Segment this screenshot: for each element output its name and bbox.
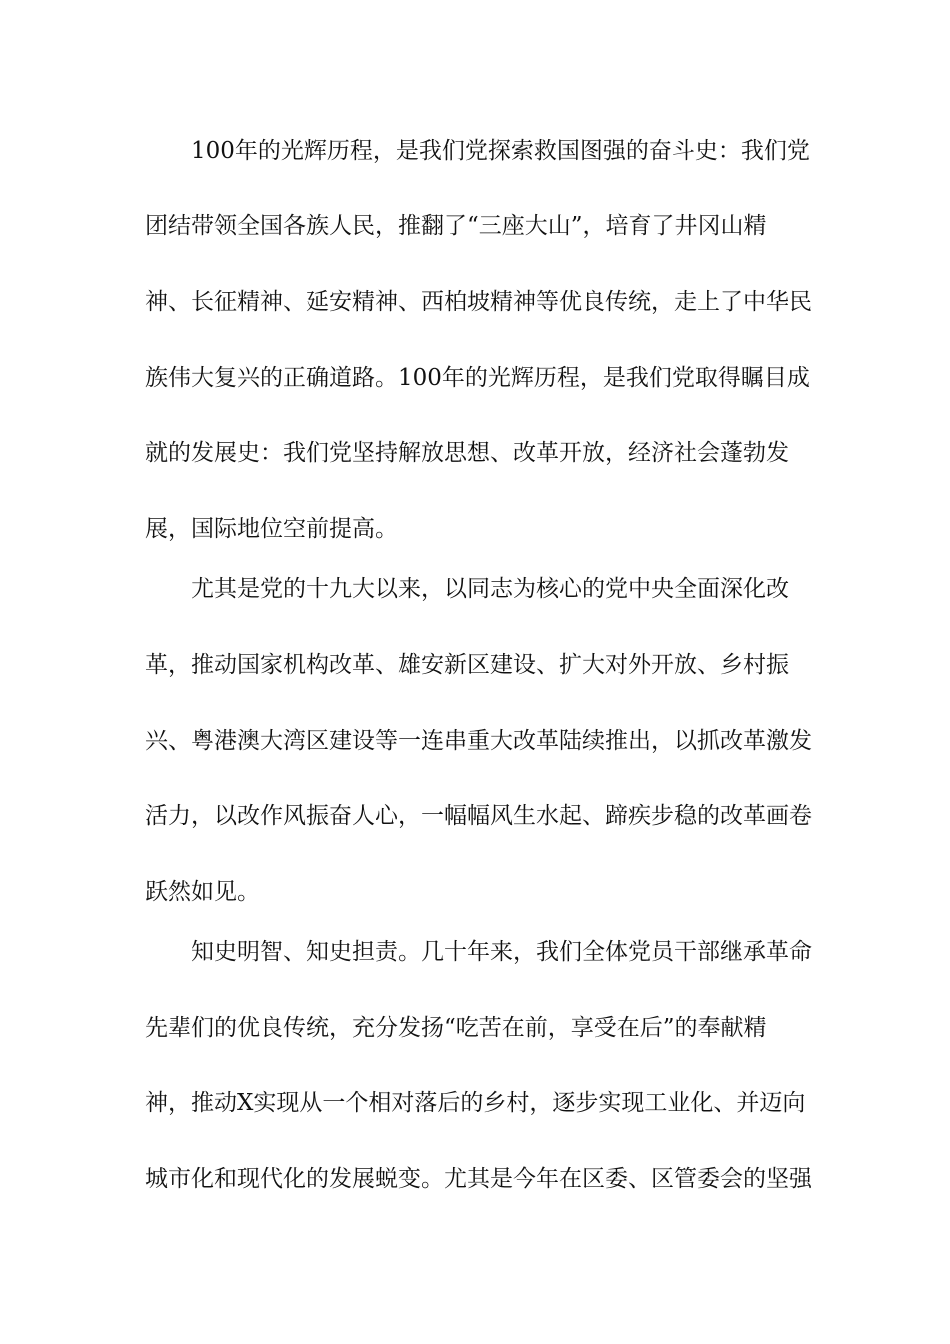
line-text: 展，国际地位空前提高。 [145,516,398,542]
line-text: 先辈们的优良传统，充分发扬“吃苦在前，享受在后”的奉献精 [145,1015,767,1041]
paragraph-line [0,569,950,609]
line-text: 活力，以改作风振奋人心，一幅幅风生水起、蹄疾步稳的改革画卷 [145,803,812,829]
paragraph-line [0,796,950,836]
line-text: 就的发展史：我们党坚持解放思想、改革开放，经济社会蓬勃发 [145,440,789,466]
paragraph-line [0,509,950,549]
line-text: 神，推动X实现从一个相对落后的乡村，逐步实现工业化、并迈向 [145,1090,806,1116]
line-text: 团结带领全国各族人民，推翻了“三座大山”，培育了井冈山精 [145,213,767,239]
line-text: 革，推动国家机构改革、雄安新区建设、扩大对外开放、乡村振 [145,652,789,678]
line-text: 尤其是党的十九大以来，以同志为核心的党中央全面深化改 [191,576,789,602]
paragraph-line [0,872,950,912]
paragraph-line [0,282,950,322]
paragraph-line [0,358,950,398]
paragraph-line [0,932,950,972]
line-text: 100年的光辉历程，是我们党探索救国图强的奋斗史：我们党 [191,138,810,164]
paragraph-line [0,721,950,761]
paragraph-line [0,1159,950,1199]
line-text: 族伟大复兴的正确道路。100年的光辉历程，是我们党取得瞩目成 [145,365,810,391]
line-text: 神、长征精神、延安精神、西柏坡精神等优良传统，走上了中华民 [145,289,812,315]
line-text: 兴、粤港澳大湾区建设等一连串重大改革陆续推出，以抓改革激发 [145,728,812,754]
line-text: 知史明智、知史担责。几十年来，我们全体党员干部继承革命 [191,939,812,965]
paragraph-line [0,131,950,171]
paragraph-line [0,206,950,246]
line-text: 城市化和现代化的发展蜕变。尤其是今年在区委、区管委会的坚强 [145,1166,812,1192]
paragraph-line [0,433,950,473]
line-text: 跃然如见。 [145,879,260,905]
paragraph-line [0,1008,950,1048]
paragraph-line [0,1083,950,1123]
paragraph-line [0,645,950,685]
